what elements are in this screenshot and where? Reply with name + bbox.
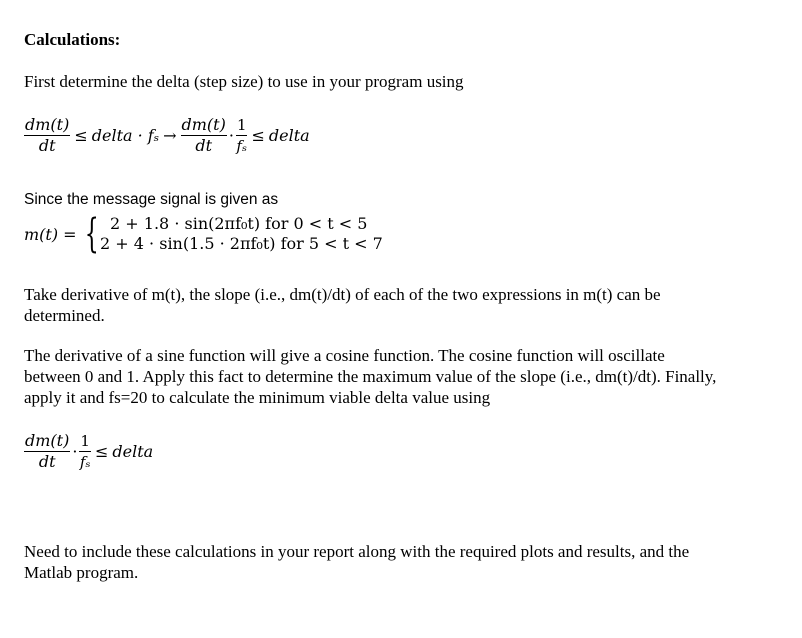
left-brace: { [84,211,99,257]
dot-operator: · [72,442,78,461]
fraction-dm-dt-3 [24,432,70,471]
fraction-numerator: dm(t) [25,115,70,134]
equation-message-signal [24,211,383,257]
leq-symbol: ≤ [94,442,109,461]
implies-arrow: → [163,126,177,145]
intro-paragraph: First determine the delta (step size) to use in your program using [24,72,464,91]
derivative-paragraph: Take derivative of m(t), the slope (i.e., dm(t)/dt) of each of the two expressions in m(t) can be determined. [24,285,661,325]
fraction-numerator: dm(t) [25,431,70,450]
delta-term: delta [112,442,154,461]
fraction-dm-dt [24,116,70,155]
mt-lhs: m(t) = [24,224,77,244]
since-paragraph: Since the message signal is given as [24,191,279,208]
fraction-denominator: fₛ [236,137,248,155]
fraction-denominator: fₛ [79,453,91,471]
dot-operator: · [228,126,234,145]
fraction-denominator: dt [38,452,56,471]
cosine-paragraph: The derivative of a sine function will give a cosine function. The cosine function will oscillate between 0 and 1. Apply this fact to determine the maximum value of the slope (i.e., dm(t)/dt). Finally, apply it and fs=20 to calculate the minimum viable delta value using [24,346,717,407]
case-two: 2 + 4 · sin(1.5 · 2πf₀t) for 5 < t < 7 [100,234,383,253]
equation-delta-inequality [24,116,310,155]
fraction-numerator: 1 [80,432,90,450]
fraction-one-over-fs [79,432,91,471]
section-heading: Calculations: [24,30,121,49]
fraction-one-over-fs [236,116,248,155]
case-one: 2 + 1.8 · sin(2πf₀t) for 0 < t < 5 [110,214,368,233]
leq-symbol: ≤ [74,126,88,145]
equation-min-delta [24,432,153,471]
delta-term: delta [268,126,310,145]
piecewise-cases [100,214,383,254]
fraction-denominator: dt [38,136,56,155]
fraction-numerator: dm(t) [181,115,226,134]
leq-symbol-2: ≤ [251,126,265,145]
fraction-numerator: 1 [236,116,247,134]
delta-times-fs: delta · fₛ [91,126,160,145]
fraction-dm-dt-2 [181,116,227,155]
fraction-denominator: dt [195,136,213,155]
closing-paragraph: Need to include these calculations in your report along with the required plots and results, and the Matlab program. [24,542,690,582]
